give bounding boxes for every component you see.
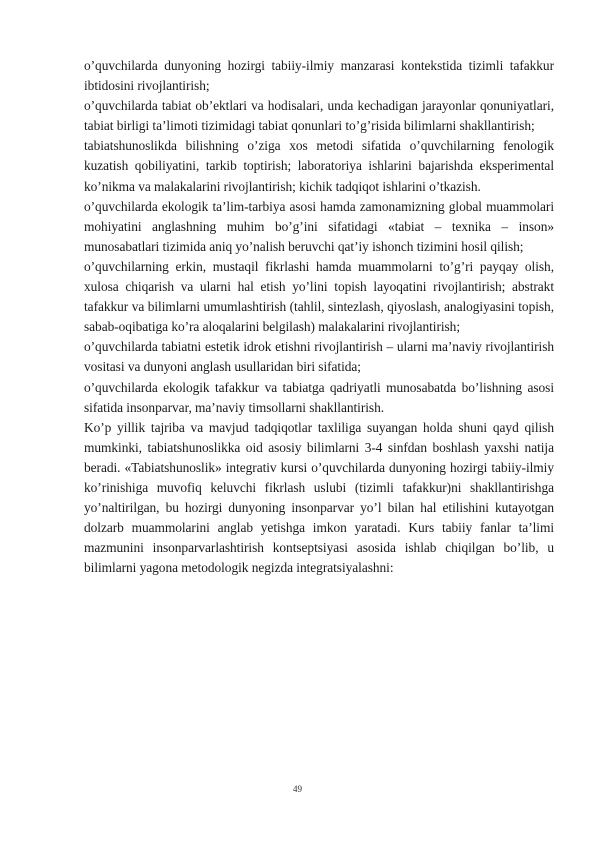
paragraph-independent-thinking: o’quvchilarning erkin, mustaqil fikrlashi hamda muammolarni to’g’ri payqay olish, xulosa chiqarish va ularni hal etish yo’lini topish layoqatini rivojlantirish; abstrakt tafakkur va bilimlarni umumlashtirish (tahlil, sintezlash, qiyoslash, analogiyasini topish, sabab-oqibatiga ko’ra aloqalarini belgilash) malakalarini rivojlantirish; (84, 258, 554, 335)
paragraph-aesthetic-perception: o’quvchilarda tabiatni estetik idrok etishni rivojlantirish – ularni ma’naviy rivojlantirish vositasi va dunyoni anglash usullaridan biri sifatida; (84, 339, 554, 375)
paragraph-nature-laws: o’quvchilarda tabiat ob’ektlari va hodisalari, unda kechadigan jarayonlar qonuniyatlari, tabiat birligi ta’limoti tizimidagi tabiat qonunlari to’g’risida bilimlarni shakllantirish; (84, 98, 554, 134)
paragraph-systemic-thinking: o’quvchilarda dunyoning hozirgi tabiiy-ilmiy manzarasi kontekstida tizimli tafakkur ibtidosini rivojlantirish; (84, 58, 554, 94)
page-number: 49 (293, 784, 302, 794)
paragraph-ecological-thinking: o’quvchilarda ekologik tafakkur va tabiatga qadriyatli munosabatda bo’lishning asosi sifatida insonparvar, ma’naviy timsollarni shakllantirish. (84, 379, 554, 415)
paragraph-ecological-education: o’quvchilarda ekologik ta’lim-tarbiya asosi hamda zamonamizning global muammolari mohiyatini anglashning muhim bo’g’ini sifatidagi «tabiat – texnika – inson» munosabatlari tizimida aniq yo’nalish beruvchi qat’iy ishonch tizimini hosil qilish; (84, 198, 554, 254)
paragraph-experience-summary: Ko’p yillik tajriba va mavjud tadqiqotlar taxliliga suyangan holda shuni qayd qilish mumkinki, tabiatshunoslikka oid asosiy bilimlarni 3-4 sinfdan boshlash yaxshi natija beradi. «Tabiatshunoslik» integrativ kursi o’quvchilarda dunyoning hozirgi tabiiy-ilmiy ko’rinishiga muvofiq keluvchi fikrlash uslubi (tizimli tafakkur)ni shakllantirishga yo’naltirilgan, bu hozirgi dunyoning insonparvar yo’l bilan hal etilishini kutayotgan dolzarb muammolarini anglab yetishga imkon yaratadi. Kurs tabiiy fanlar ta’limi mazmunini insonparvarlashtirish kontseptsiyasi asosida ishlab chiqilgan bo’lib, u bilimlarni yagona metodologik negizda integratsiyalashni: (84, 419, 554, 576)
paragraph-phenological-observation: tabiatshunoslikda bilishning o’ziga xos metodi sifatida o’quvchilarning fenologik kuzatish qobiliyatini, tarkib toptirish; laboratoriya ishlarini bajarishda eksperimental ko’nikma va malakalarini rivojlantirish; kichik tadqiqot ishlarini o’tkazish. (84, 138, 554, 194)
body-text (84, 56, 554, 578)
